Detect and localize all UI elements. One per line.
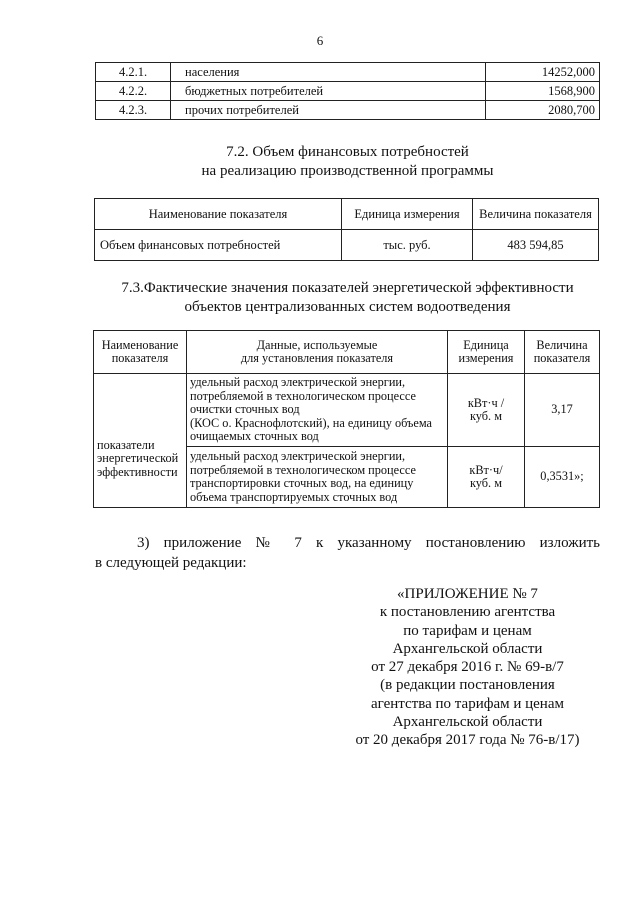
header-cell: Единица измерения [342, 199, 473, 230]
appendix-line: от 27 декабря 2016 г. № 69-в/7 [371, 659, 564, 676]
row-value: 14252,000 [486, 63, 600, 82]
row-number: 4.2.2. [96, 82, 171, 101]
appendix-line: «ПРИЛОЖЕНИЕ № 7 [397, 586, 538, 602]
heading-line: 7.3.Фактические значения показателей энергетической эффективности [121, 280, 574, 296]
header-cell [525, 331, 600, 374]
row-name: бюджетных потребителей [171, 82, 486, 101]
table-row [96, 63, 600, 82]
value-cell: 0,3531»; [525, 447, 600, 508]
header-line: показателя [533, 351, 591, 365]
appendix-header-block [340, 585, 595, 750]
amendment-paragraph [95, 533, 600, 573]
energy-efficiency-table [93, 330, 600, 508]
desc-line: очищаемых сточных вод [190, 429, 319, 444]
unit-line: куб. м [470, 409, 502, 423]
unit-line: кВт·ч / [467, 395, 505, 410]
header-line: Наименование [101, 337, 179, 352]
header-cell [187, 331, 448, 374]
section-7-3-heading [95, 279, 600, 317]
desc-line: потребляемой в технологическом процессе [190, 388, 416, 403]
header-cell [94, 331, 187, 374]
header-line: Данные, используемые [256, 337, 378, 352]
desc-line: потребляемой в технологическом процессе [190, 462, 416, 477]
heading-line: на реализацию производственной программы [201, 163, 494, 179]
financial-needs-table [94, 198, 599, 261]
indicator-line: эффективности [97, 464, 178, 479]
row-value: 1568,900 [486, 82, 600, 101]
table-row [95, 230, 599, 261]
value-cell: 3,17 [525, 374, 600, 447]
heading-line: объектов централизованных систем водоотведения [184, 299, 511, 315]
unit-line: кВт·ч/ [469, 462, 503, 477]
header-cell: Величина показателя [473, 199, 599, 230]
appendix-line: по тарифам и ценам [403, 622, 532, 639]
row-unit: тыс. руб. [342, 230, 473, 261]
table-row [96, 82, 600, 101]
unit-line: куб. м [470, 476, 502, 490]
header-line: показателя [111, 351, 169, 365]
row-name: населения [171, 63, 486, 82]
data-description-cell [187, 447, 448, 508]
table-header-row [94, 331, 600, 374]
desc-line: удельный расход электрической энергии, [190, 375, 406, 390]
page-number: 6 [316, 33, 324, 48]
table-header-row [95, 199, 599, 230]
appendix-line: Архангельской области [392, 640, 543, 657]
row-number: 4.2.1. [96, 63, 171, 82]
row-number: 4.2.3. [96, 101, 171, 120]
header-cell [448, 331, 525, 374]
desc-line: удельный расход электрической энергии, [190, 449, 406, 463]
paragraph-line: 3) приложение № 7 к указанному постановлению изложить [137, 535, 600, 551]
appendix-line: к постановлению агентства [379, 604, 556, 621]
header-cell: Наименование показателя [95, 199, 342, 230]
desc-line: очистки сточных вод [190, 402, 300, 417]
heading-line: 7.2. Объем финансовых потребностей [226, 144, 469, 160]
header-line: измерения [458, 351, 514, 365]
unit-cell [448, 374, 525, 447]
row-value: 483 594,85 [473, 230, 599, 261]
desc-line: объема транспортируемых сточных вод [190, 489, 398, 504]
appendix-line: Архангельской области [392, 714, 543, 731]
paragraph-line: в следующей редакции: [95, 555, 247, 571]
section-7-2-heading [95, 143, 600, 181]
header-line: Единица [463, 337, 509, 352]
header-line: для установления показателя [240, 351, 394, 365]
row-name: прочих потребителей [171, 101, 486, 120]
header-line: Величина [536, 337, 588, 352]
indicator-name-cell [94, 374, 187, 508]
data-description-cell [187, 374, 448, 447]
row-name: Объем финансовых потребностей [95, 230, 342, 261]
desc-line: (КОС о. Краснофлотский), на единицу объема [190, 415, 433, 430]
table-row [94, 374, 600, 447]
row-value: 2080,700 [486, 101, 600, 120]
indicator-line: показатели [97, 437, 155, 452]
unit-cell [448, 447, 525, 508]
indicator-line: энергетической [97, 451, 179, 466]
appendix-line: (в редакции постановления [380, 677, 555, 694]
appendix-line: агентства по тарифам и ценам [370, 695, 564, 712]
desc-line: транспортировки сточных вод, на единицу [190, 476, 414, 490]
tariff-volume-table [95, 62, 600, 120]
table-row [96, 101, 600, 120]
appendix-line: от 20 декабря 2017 года № 76-в/17) [355, 732, 580, 749]
